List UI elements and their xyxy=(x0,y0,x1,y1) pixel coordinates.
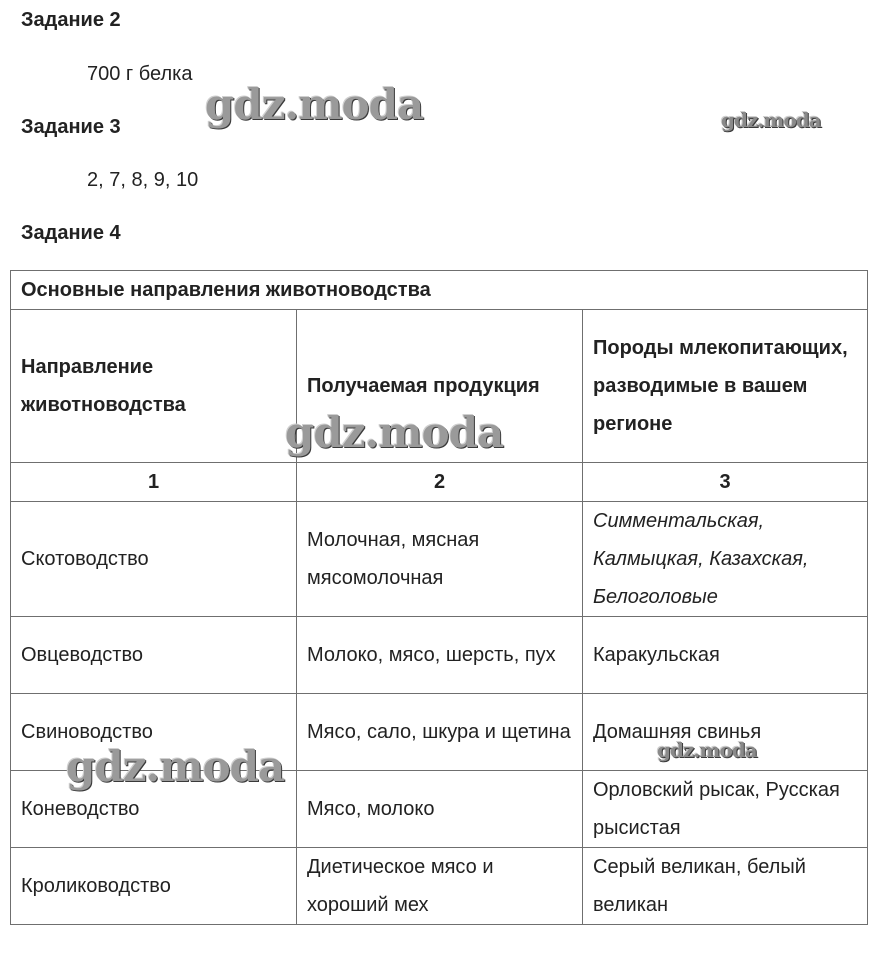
column-number-3: 3 xyxy=(583,463,868,502)
task2-answer: 700 г белка xyxy=(87,63,193,85)
products-cell: Молоко, мясо, шерсть, пух xyxy=(297,617,583,694)
products-cell: Молочная, мясная мясомолочная xyxy=(297,502,583,617)
products-cell: Диетическое мясо и хороший мех xyxy=(297,848,583,925)
table-row xyxy=(11,694,868,771)
breeds-cell: Орловский рысак, Русская рысистая xyxy=(583,771,868,848)
column-number-2: 2 xyxy=(297,463,583,502)
header-products: Получаемая продукция xyxy=(297,310,583,463)
task4-heading: Задание 4 xyxy=(21,222,121,244)
products-cell: Мясо, сало, шкура и щетина xyxy=(297,694,583,771)
column-number-1: 1 xyxy=(11,463,297,502)
livestock-table xyxy=(10,270,868,925)
table-row xyxy=(11,617,868,694)
task2-heading: Задание 2 xyxy=(21,9,121,31)
header-direction: Направление животноводства xyxy=(11,310,297,463)
direction-cell: Свиноводство xyxy=(11,694,297,771)
direction-cell: Скотоводство xyxy=(11,502,297,617)
direction-cell: Кролиководство xyxy=(11,848,297,925)
header-breeds: Породы млекопитающих, разводимые в вашем регионе xyxy=(583,310,868,463)
watermark-logo: gdz.moda xyxy=(657,738,757,762)
table-row xyxy=(11,848,868,925)
watermark-logo: gdz.moda xyxy=(285,408,504,457)
breeds-cell: Каракульская xyxy=(583,617,868,694)
table-caption: Основные направления животноводства xyxy=(11,271,868,310)
watermark-logo: gdz.moda xyxy=(721,108,821,132)
direction-cell: Коневодство xyxy=(11,771,297,848)
breeds-cell: Симментальская, Калмыцкая, Казахская, Белоголовые xyxy=(583,502,868,617)
watermark-logo: gdz.moda xyxy=(66,742,285,791)
watermark-logo: gdz.moda xyxy=(205,80,424,129)
task3-heading: Задание 3 xyxy=(21,116,121,138)
breeds-cell: Домашняя свинья xyxy=(583,694,868,771)
products-cell: Мясо, молоко xyxy=(297,771,583,848)
direction-cell: Овцеводство xyxy=(11,617,297,694)
table-row xyxy=(11,771,868,848)
task3-answer: 2, 7, 8, 9, 10 xyxy=(87,169,199,191)
breeds-cell: Серый великан, белый великан xyxy=(583,848,868,925)
table-row xyxy=(11,502,868,617)
